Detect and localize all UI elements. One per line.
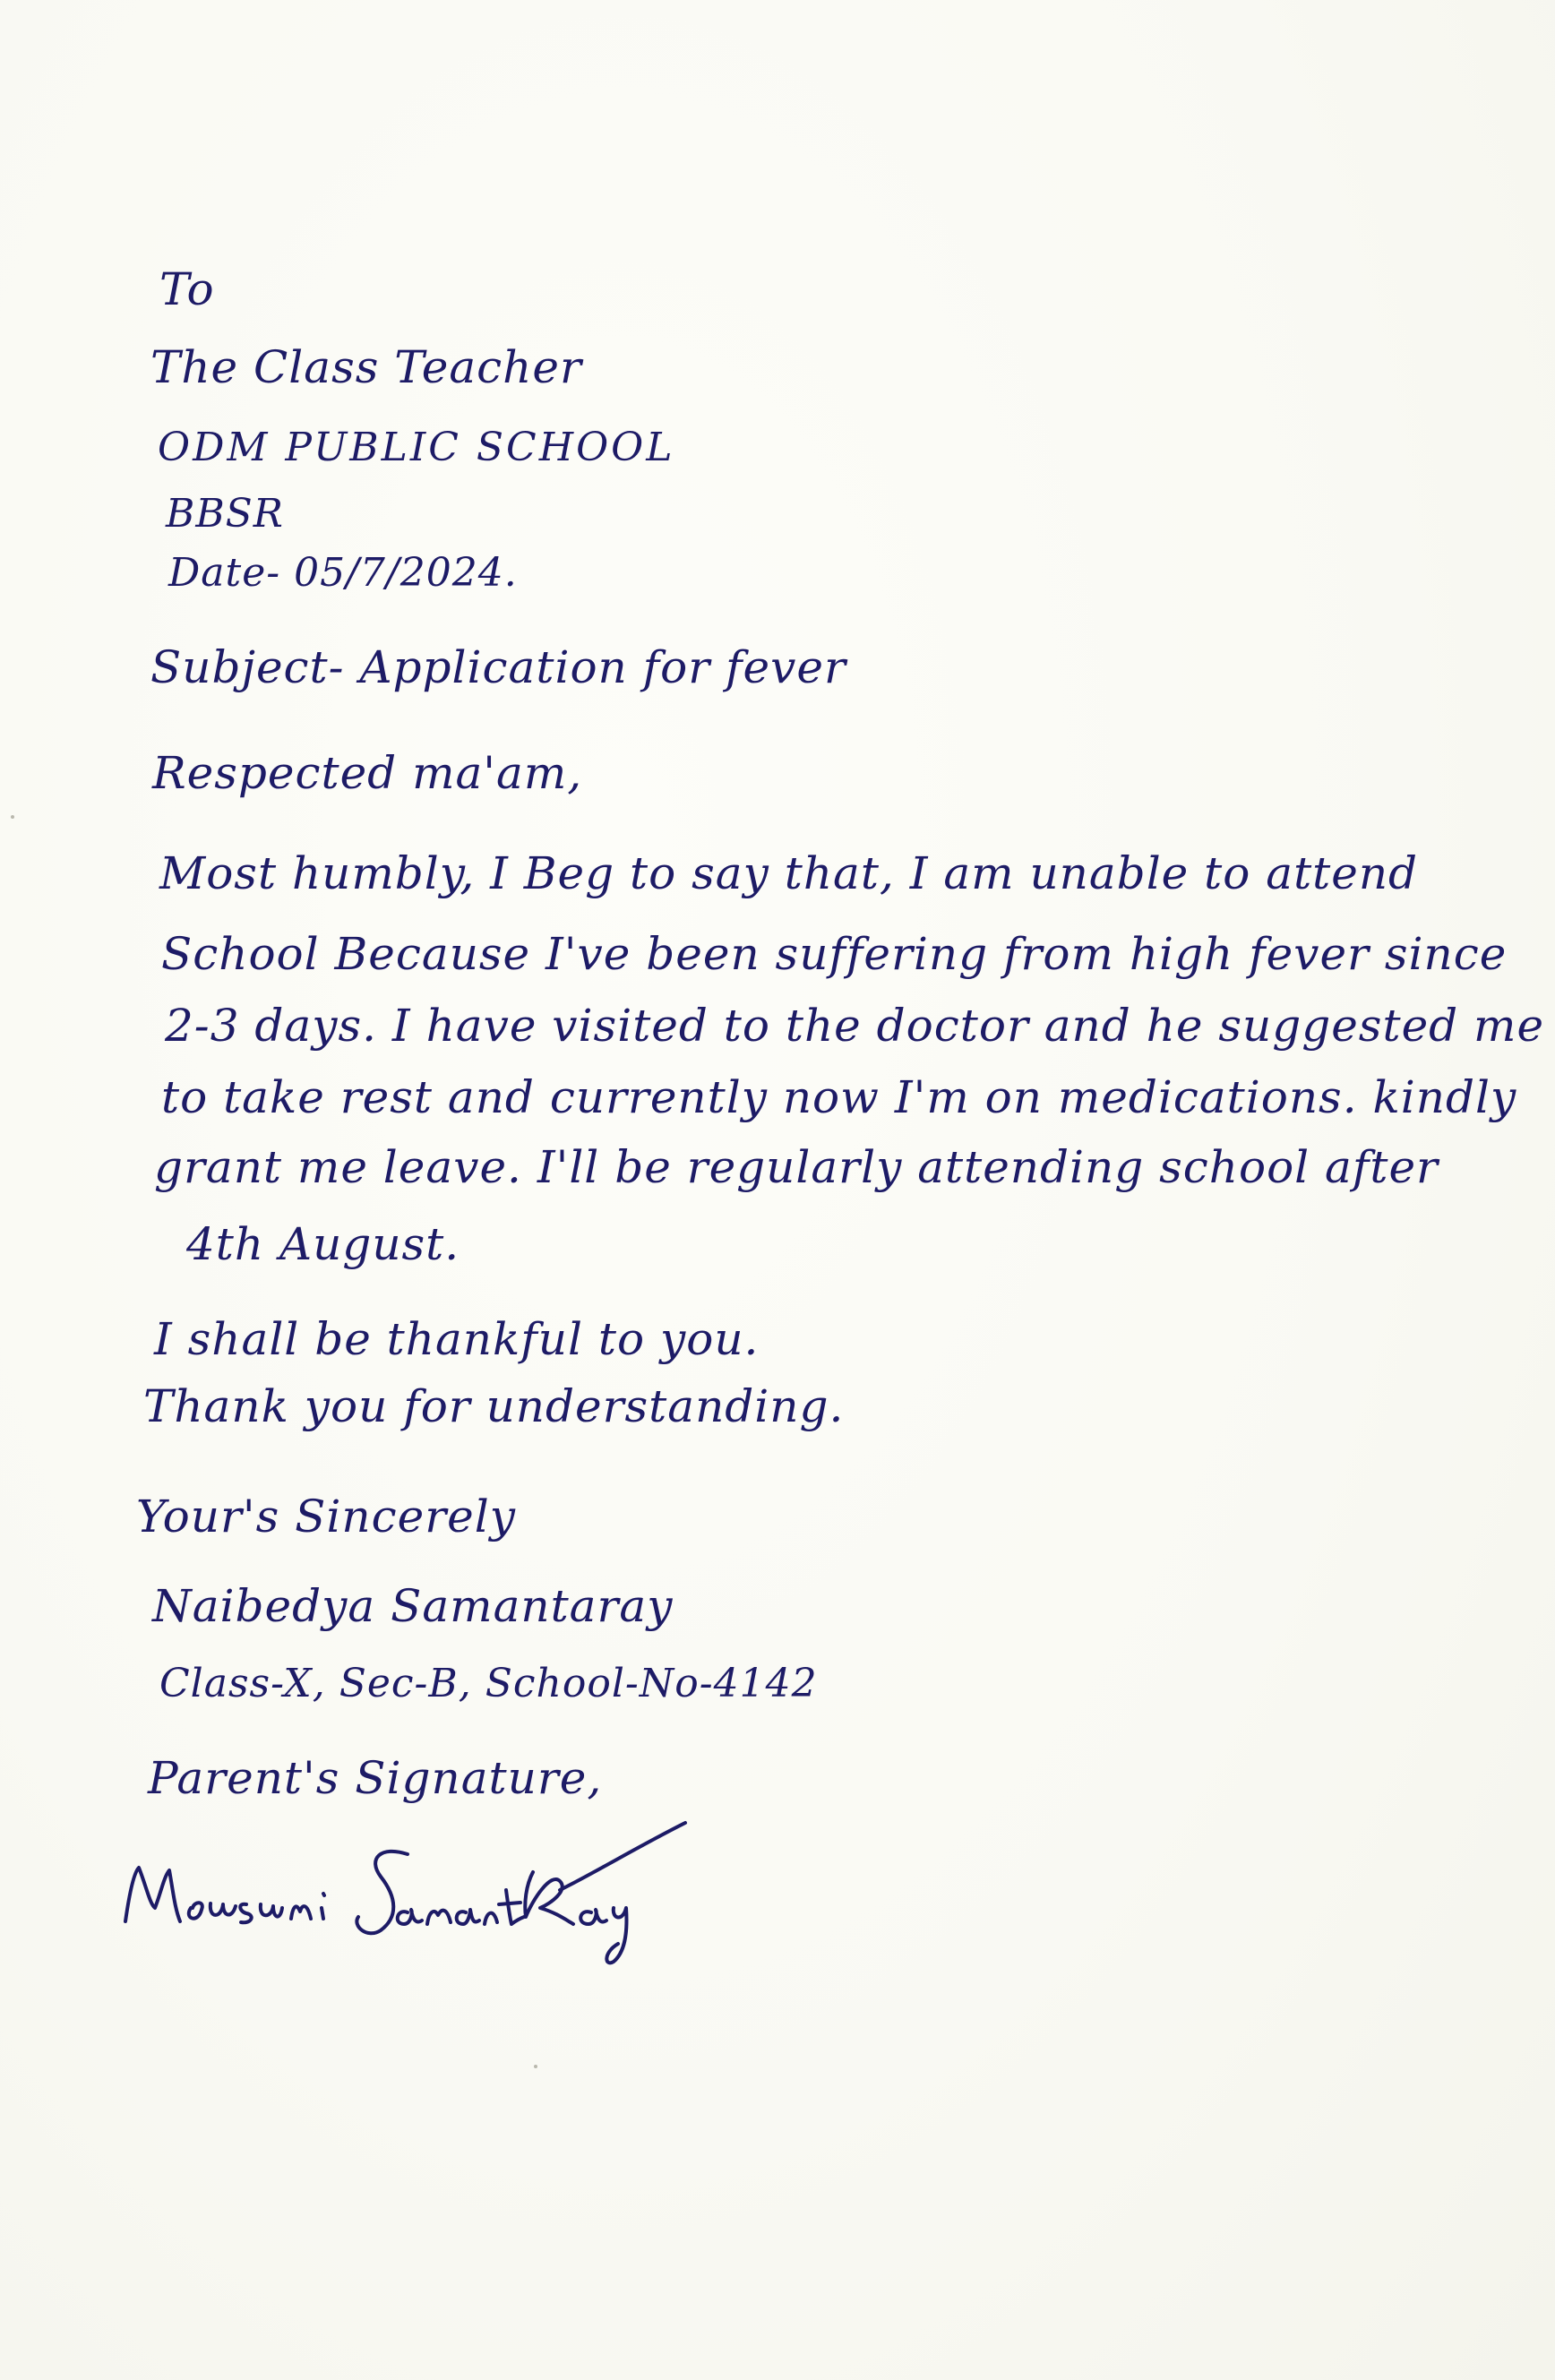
student-details-line: Class-X, Sec-B, School-No-4142 bbox=[159, 1661, 818, 1706]
body-line-2: School Because I've been suffering from high fever since bbox=[161, 928, 1508, 980]
sign-off-line: Your's Sincerely bbox=[136, 1491, 516, 1542]
body-line-3: 2-3 days. I have visited to the doctor and he suggested me bbox=[165, 1000, 1545, 1052]
recipient-line: The Class Teacher bbox=[150, 341, 582, 393]
closing-line-1: I shall be thankful to you. bbox=[154, 1313, 760, 1365]
to-line: To bbox=[159, 263, 215, 315]
paper-speck bbox=[11, 815, 14, 819]
student-name-line: Naibedya Samantaray bbox=[152, 1580, 674, 1632]
body-line-4: to take rest and currently now I'm on medications. kindly bbox=[161, 1071, 1517, 1123]
paper-speck bbox=[534, 2065, 537, 2068]
salutation-line: Respected ma'am, bbox=[152, 747, 583, 799]
parent-signature-label: Parent's Signature, bbox=[148, 1752, 603, 1804]
body-line-6: 4th August. bbox=[186, 1218, 460, 1270]
parent-signature bbox=[112, 1818, 721, 1971]
body-line-5: grant me leave. I'll be regularly attending school after bbox=[154, 1141, 1439, 1193]
city-line: BBSR bbox=[166, 491, 284, 537]
date-line: Date- 05/7/2024. bbox=[168, 550, 518, 596]
body-line-1: Most humbly, I Beg to say that, I am unable to attend bbox=[159, 847, 1419, 899]
subject-line: Subject- Application for fever bbox=[150, 641, 846, 693]
closing-line-2: Thank you for understanding. bbox=[143, 1380, 845, 1432]
school-line: ODM PUBLIC SCHOOL bbox=[158, 425, 675, 470]
